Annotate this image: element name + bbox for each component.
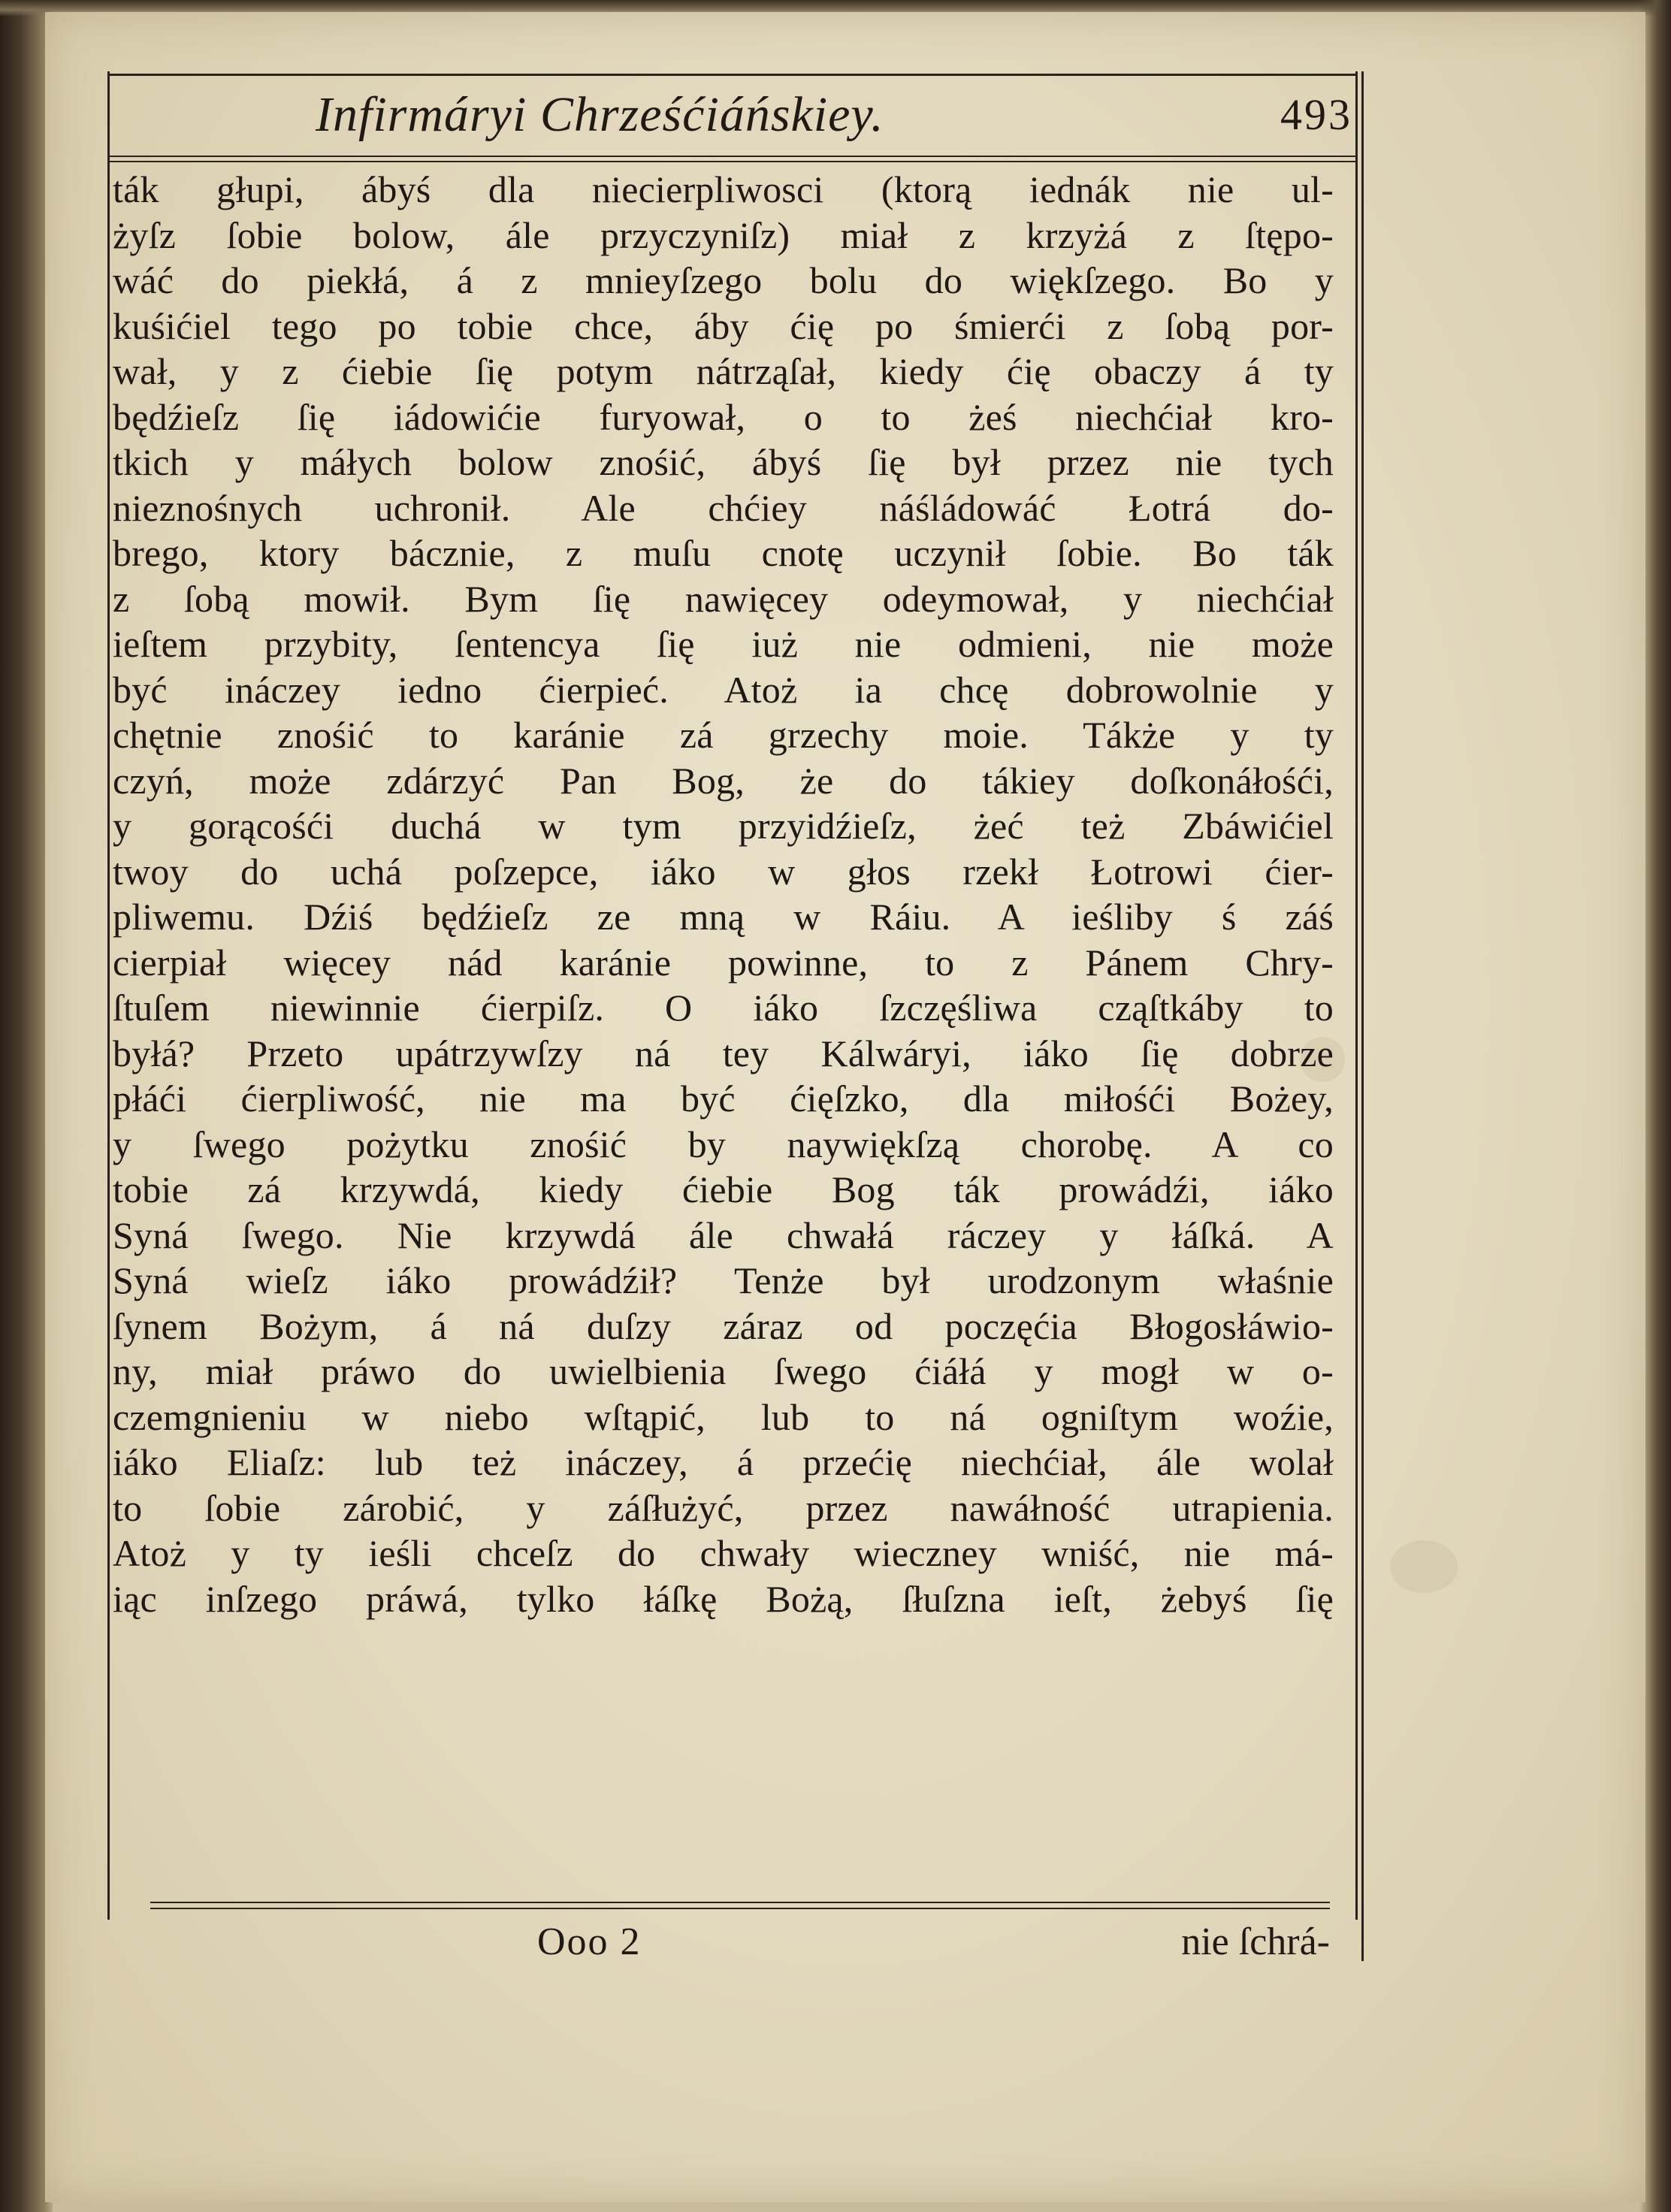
text-line: ták głupi, ábyś dla niecierpliwosci (ktorą iednák nie ul- bbox=[113, 168, 1334, 210]
text-line: to ſobie zárobić, y záſłużyć, przez nawáłność utrapienia. bbox=[113, 1486, 1334, 1529]
text-line: z ſobą mowił. Bym ſię nawięcey odeymował, y niechćiał bbox=[113, 577, 1334, 620]
text-line: Atoż y ty ieśli chceſz do chwały wieczney wniść, nie má- bbox=[113, 1532, 1334, 1574]
text-line: będźieſz ſię iádowićie furyował, o to żeś niechćiał kro- bbox=[113, 395, 1334, 438]
bottom-rule-second bbox=[150, 1908, 1330, 1909]
text-line: brego, ktory bácznie, z muſu cnotę uczynił ſobie. Bo ták bbox=[113, 532, 1334, 574]
header-rule-second bbox=[107, 161, 1358, 162]
text-line: iáko Eliaſz: lub też ináczey, á przećię niechćiał, ále wolał bbox=[113, 1441, 1334, 1483]
text-line: chętnie znośić to karánie zá grzechy moie. Tákże y ty bbox=[113, 714, 1334, 756]
text-line: y gorącośći duchá w tym przyidźieſz, żeć też Zbáwićiel bbox=[113, 805, 1334, 847]
text-line: ny, miał práwo do uwielbienia ſwego ćiáłá y mogł w o- bbox=[113, 1350, 1334, 1392]
running-head: Infirmáryi Chrześćiáńskiey. bbox=[316, 87, 884, 142]
text-line: wał, y z ćiebie ſię potym nátrząſał, kiedy ćię obaczy á ty bbox=[113, 350, 1334, 392]
text-line: Syná ſwego. Nie krzywdá ále chwałá ráczey y łáſká. A bbox=[113, 1213, 1334, 1256]
text-line: czyń, może zdárzyć Pan Bog, że do tákiey doſkonáłośći, bbox=[113, 759, 1334, 802]
frame-outer-rule bbox=[1361, 71, 1364, 1961]
text-line: ieſtem przybity, ſentencya ſię iuż nie odmieni, nie może bbox=[113, 623, 1334, 665]
text-line: być ináczey iedno ćierpieć. Atoż ia chcę dobrowolnie y bbox=[113, 668, 1334, 711]
text-line: tobie zá krzywdá, kiedy ćiebie Bog ták prowádźi, iáko bbox=[113, 1168, 1334, 1210]
text-line: y ſwego pożytku znośić by naywiękſzą chorobę. A co bbox=[113, 1123, 1334, 1165]
text-line: wáć do piekłá, á z mnieyſzego bolu do więkſzego. Bo y bbox=[113, 259, 1334, 301]
text-line: ſtuſem niewinnie ćierpiſz. O iáko ſzczęśliwa cząſtkáby to bbox=[113, 987, 1334, 1029]
text-line: kuśićiel tego po tobie chce, áby ćię po śmierći z ſobą por- bbox=[113, 304, 1334, 347]
catchword: nie ſchrá- bbox=[1181, 1920, 1330, 1963]
text-line: iąc inſzego práwá, tylko łáſkę Bożą, ſłuſzna ieſt, żebyś ſię bbox=[113, 1577, 1334, 1620]
text-line: cierpiał więcey nád karánie powinne, to z Pánem Chry- bbox=[113, 941, 1334, 984]
page-number: 493 bbox=[1280, 90, 1352, 139]
text-line: pliwemu. Dźiś będźieſz ze mną w Ráiu. A ieśliby ś záś bbox=[113, 896, 1334, 938]
text-line: żyſz ſobie bolow, ále przyczyniſz) miał z krzyżá z ſtępo- bbox=[113, 213, 1334, 256]
paper-stain bbox=[1390, 1540, 1458, 1593]
bottom-rule bbox=[150, 1902, 1330, 1903]
text-line: byłá? Przeto upátrzywſzy ná tey Kálwáryi, iáko ſię dobrze bbox=[113, 1032, 1334, 1074]
signature-mark: Ooo 2 bbox=[537, 1920, 642, 1963]
body-text bbox=[113, 167, 1334, 1621]
text-line: tkich y máłych bolow znośić, ábyś ſię był przez nie tych bbox=[113, 441, 1334, 483]
text-line: ſynem Bożym, á ná duſzy záraz od poczęćia Błogosłáwio- bbox=[113, 1304, 1334, 1347]
text-line: Syná wieſz iáko prowádźił? Tenże był urodzonym właśnie bbox=[113, 1259, 1334, 1301]
text-line: nieznośnych uchronił. Ale chćiey náśládowáć Łotrá do- bbox=[113, 486, 1334, 529]
text-line: płáći ćierpliwość, nie ma być ćięſzko, dla miłośći Bożey, bbox=[113, 1077, 1334, 1120]
text-line: twoy do uchá poſzepce, iáko w głos rzekł Łotrowi ćier- bbox=[113, 850, 1334, 893]
text-line: czemgnieniu w niebo wſtąpić, lub to ná ogniſtym woźie, bbox=[113, 1395, 1334, 1438]
